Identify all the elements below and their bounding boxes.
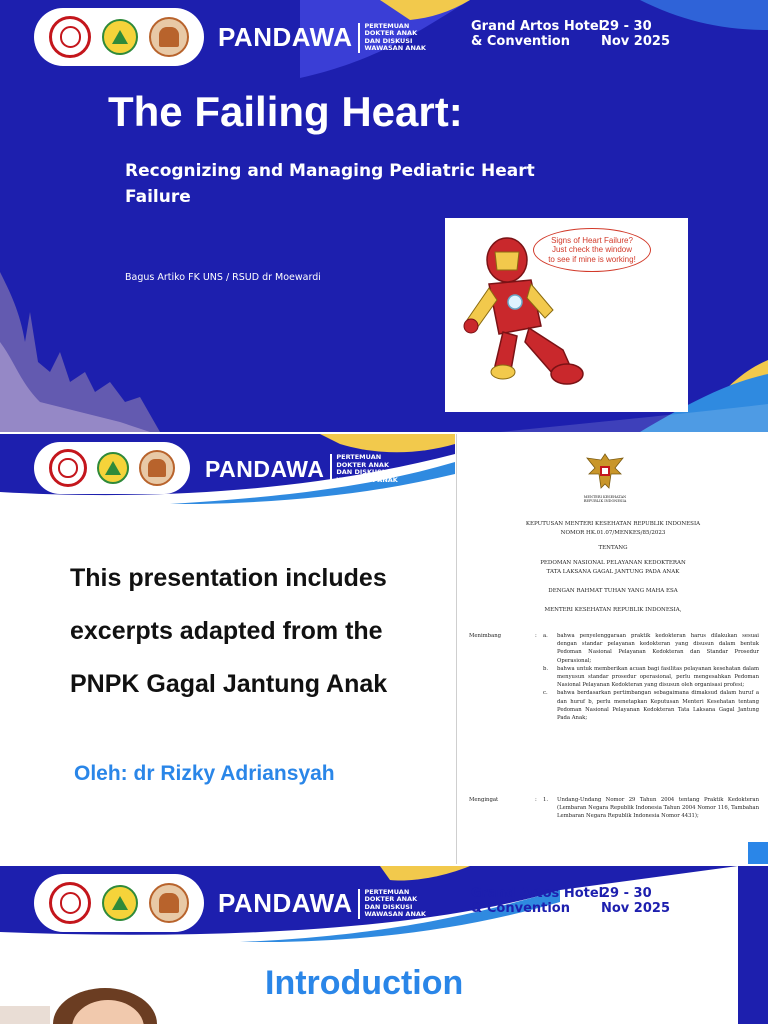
brand-name: PANDAWA xyxy=(218,888,353,918)
pandawa-brand xyxy=(218,888,438,919)
pandawa-brand xyxy=(205,454,410,484)
title-slide xyxy=(0,0,768,432)
speech-bubble: Signs of Heart Failure? Just check the window to see if mine is working! xyxy=(533,228,651,272)
right-edge-band xyxy=(738,866,768,1024)
event-dates: 29 - 30 Nov 2025 xyxy=(601,886,670,916)
section-heading: Introduction xyxy=(265,964,464,1002)
idai-jateng-logo-icon xyxy=(102,19,138,55)
idai-logo-icon xyxy=(49,16,91,58)
decree-header: KEPUTUSAN MENTERI KESEHATAN REPUBLIK INDONESIA NOMOR HK.01.07/MENKES/85/2023 TENTANG PEDOMAN NASIONAL PELAYANAN KEDOKTERAN TATA LAKSANA GAGAL JANTUNG PADA ANAK DENGAN RAHMAT TUHAN YANG MAHA ESA MENTERI KESEHATAN REPUBLIK INDONESIA, xyxy=(525,521,701,613)
brand-tagline: PERTEMUAN DOKTER ANAK DAN DISKUSI WAWASAN ANAK xyxy=(358,889,438,919)
mengingat-item: 1. Undang-Undang Nomor 29 Tahun 2004 tentang Praktik Kedokteran (Lembaran Negara Republik Indonesia Tahun 2004 Nomor 116, Tambahan Lembaran Negara Republik Indonesia Nomor 4431); xyxy=(543,797,759,820)
excerpt-statement: This presentation includes excerpts adapted from the PNPK Gagal Jantung Anak xyxy=(70,564,388,698)
brand-name: PANDAWA xyxy=(218,22,353,52)
decree-document-page xyxy=(456,434,768,864)
brand-tagline: PERTEMUAN DOKTER ANAK DAN DISKUSI WAWASAN ANAK xyxy=(358,23,438,53)
slide-subtitle: Recognizing and Managing Pediatric Heart Failure xyxy=(125,161,535,207)
logo-badge xyxy=(34,8,204,66)
mengingat-section: Mengingat : 1. Undang-Undang Nomor 29 Tahun 2004 tentang Praktik Kedokteran (Lembaran Negara Republik Indonesia Tahun 2004 Nomor 116, Tambahan Lembaran Negara Republik Indonesia Nomor 4431); xyxy=(469,797,759,820)
menimbang-item: a. bahwa penyelenggaraan praktik kedokteran harus dilakukan sesuai dengan standar pelayanan kedokteran yang disusun dalam bentuk Pedoman Nasional Pelayanan Kedokteran dan Standar Prosedur Operasional; xyxy=(543,633,759,664)
slide-header-band xyxy=(0,434,455,504)
menimbang-section: Menimbang : a. bahwa penyelenggaraan praktik kedokteran harus dilakukan sesuai dengan standar pelayanan kedokteran yang disusun dalam bentuk Pedoman Nasional Pelayanan Kedokteran dan Standar Prosedur Operasional; b. bahwa untuk memberikan acuan bagi fasilitas pelayanan kesehatan dalam menyusun standar prosedur operasional, perlu mengesahkan Pedoman Nasional Pelayanan Kedokteran yang disusun oleh organisasi profesi; c. bahwa berdasarkan pertimbangan sebagaimana dimaksud dalam huruf a dan huruf b, perlu menetapkan Keputusan Menteri Kesehatan tentang Pedoman Nasional Pelayanan Kedokteran Tata Laksana Gagal Jantung Pada Anak; xyxy=(469,633,759,722)
idai-logo-icon xyxy=(49,449,87,487)
menimbang-item: b. bahwa untuk memberikan acuan bagi fasilitas pelayanan kesehatan dalam menyusun standar prosedur operasional, perlu mengesahkan Pedoman Nasional Pelayanan Kedokteran yang disusun oleh organisasi profesi; xyxy=(543,665,759,689)
cartoon-illustration xyxy=(445,218,688,412)
slide-header-band xyxy=(0,866,738,942)
pandawa-logo-icon xyxy=(139,450,175,486)
pandawa-logo-icon xyxy=(149,17,189,57)
venue-name: Grand Artos Hotel & Convention xyxy=(471,19,604,49)
garuda-emblem-icon xyxy=(583,452,627,492)
pandawa-logo-icon xyxy=(149,883,189,923)
event-dates: 29 - 30 Nov 2025 xyxy=(601,19,670,49)
corner-accent xyxy=(748,842,768,864)
author-line: Bagus Artiko FK UNS / RSUD dr Moewardi xyxy=(125,272,321,283)
pandawa-brand xyxy=(218,22,438,53)
menimbang-item: c. bahwa berdasarkan pertimbangan sebagaimana dimaksud dalam huruf a dan huruf b, perlu menetapkan Keputusan Menteri Kesehatan tentang Pedoman Nasional Pelayanan Kedokteran Tata Laksana Gagal Jantung Pada Anak; xyxy=(543,690,759,722)
woman-portrait-image xyxy=(0,984,165,1024)
idai-jateng-logo-icon xyxy=(97,452,129,484)
idai-logo-icon xyxy=(49,882,91,924)
idai-jateng-logo-icon xyxy=(102,885,138,921)
logo-badge xyxy=(34,874,204,932)
brand-name: PANDAWA xyxy=(205,455,325,482)
slide-title: The Failing Heart: xyxy=(108,88,463,135)
person-photo xyxy=(0,984,165,1024)
excerpt-byline: Oleh: dr Rizky Adriansyah xyxy=(74,762,335,785)
logo-badge xyxy=(34,442,190,494)
introduction-slide xyxy=(0,866,768,1024)
venue-name: Grand Artos Hotel & Convention xyxy=(471,886,604,916)
excerpt-slide xyxy=(0,434,768,864)
emblem-caption: MENTERI KESEHATAN REPUBLIK INDONESIA xyxy=(583,495,627,503)
brand-tagline: PERTEMUAN DOKTER ANAK DAN DISKUSI WAWASAN ANAK xyxy=(330,454,410,484)
